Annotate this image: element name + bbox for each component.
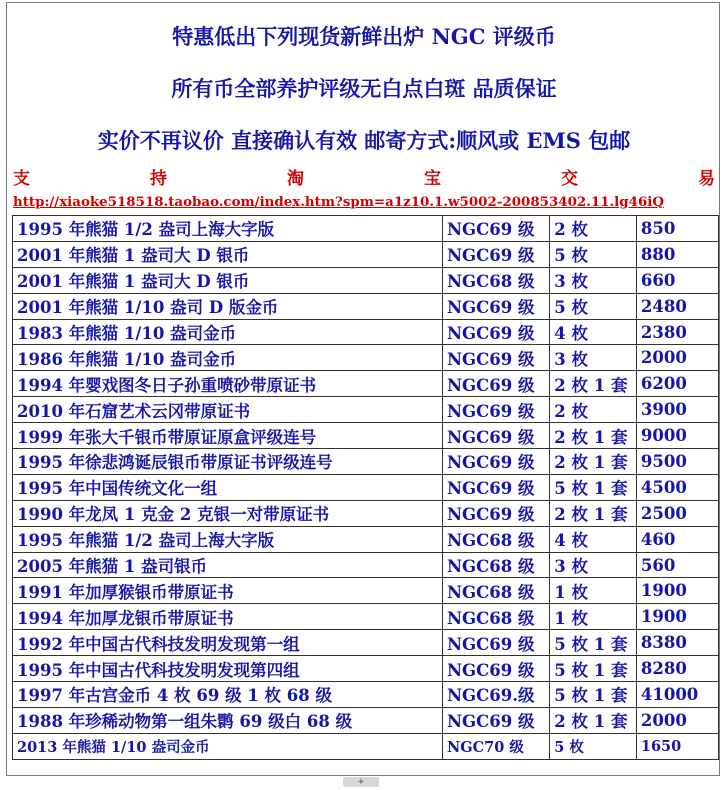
coin-name-cell: 1986 年熊猫 1/10 盎司金币	[13, 345, 443, 371]
price-cell: 9500	[636, 449, 718, 475]
grade-cell: NGC69 级	[442, 630, 549, 656]
coin-name-cell: 2010 年石窟艺术云冈带原证书	[13, 397, 443, 423]
price-cell: 660	[636, 267, 718, 293]
grade-cell: NGC68 级	[442, 526, 549, 552]
grade-cell: NGC69 级	[442, 500, 549, 526]
headline-3: 实价不再议价 直接确认有效 邮寄方式:顺风或 EMS 包邮	[97, 128, 631, 153]
grade-cell: NGC69 级	[442, 449, 549, 475]
table-row	[13, 733, 719, 759]
price-cell: 1900	[636, 604, 718, 630]
table-row	[13, 216, 719, 242]
coin-name-cell: 1994 年加厚龙银币带原证书	[13, 604, 443, 630]
document-page	[6, 2, 720, 776]
table-row	[13, 397, 719, 423]
coin-name-cell: 2005 年熊猫 1 盎司银币	[13, 552, 443, 578]
grade-cell: NGC68 级	[442, 604, 549, 630]
price-cell: 1900	[636, 578, 718, 604]
table-row	[13, 656, 719, 682]
coin-name-cell: 1995 年熊猫 1/2 盎司上海大字版	[13, 216, 443, 242]
grade-cell: NGC69.级	[442, 682, 549, 708]
coin-name-cell: 1995 年徐悲鸿诞辰银币带原证书评级连号	[13, 449, 443, 475]
grade-cell: NGC68 级	[442, 578, 549, 604]
coin-name-cell: 1997 年古宫金币 4 枚 69 级 1 枚 68 级	[13, 682, 443, 708]
price-cell: 41000	[636, 682, 718, 708]
grade-cell: NGC69 级	[442, 656, 549, 682]
quantity-cell: 5 枚 1 套	[550, 656, 637, 682]
quantity-cell: 5 枚	[550, 733, 637, 759]
price-cell: 1650	[636, 733, 718, 759]
quantity-cell: 2 枚 1 套	[550, 423, 637, 449]
price-cell: 2380	[636, 319, 718, 345]
price-cell: 8380	[636, 630, 718, 656]
table-row	[13, 423, 719, 449]
quantity-cell: 3 枚	[550, 552, 637, 578]
page-scroll-tab[interactable]: +	[343, 777, 379, 787]
price-cell: 560	[636, 552, 718, 578]
grade-cell: NGC69 级	[442, 423, 549, 449]
coin-name-cell: 1995 年熊猫 1/2 盎司上海大字版	[13, 526, 443, 552]
coin-name-cell: 2013 年熊猫 1/10 盎司金币	[13, 733, 443, 759]
table-row	[13, 449, 719, 475]
quantity-cell: 4 枚	[550, 526, 637, 552]
quantity-cell: 5 枚	[550, 293, 637, 319]
support-char: 交	[561, 169, 578, 189]
headline-1: 特惠低出下列现货新鲜出炉 NGC 评级币	[172, 24, 556, 49]
price-cell: 2000	[636, 345, 718, 371]
table-row	[13, 682, 719, 708]
shop-link[interactable]: http://xiaoke518518.taobao.com/index.htm?spm=a1z10.1.w5002-200853402.11.lg46iQ	[13, 194, 665, 210]
coin-name-cell: 1983 年熊猫 1/10 盎司金币	[13, 319, 443, 345]
grade-cell: NGC69 级	[442, 319, 549, 345]
grade-cell: NGC69 级	[442, 345, 549, 371]
coin-name-cell: 1990 年龙凤 1 克金 2 克银一对带原证书	[13, 500, 443, 526]
price-cell: 850	[636, 216, 718, 242]
grade-cell: NGC68 级	[442, 552, 549, 578]
support-char: 支	[13, 169, 30, 189]
grade-cell: NGC69 级	[442, 216, 549, 242]
table-row	[13, 526, 719, 552]
quantity-cell: 5 枚 1 套	[550, 682, 637, 708]
table-row	[13, 371, 719, 397]
coin-price-table	[12, 215, 719, 760]
quantity-cell: 3 枚	[550, 345, 637, 371]
price-cell: 4500	[636, 474, 718, 500]
quantity-cell: 1 枚	[550, 578, 637, 604]
price-cell: 880	[636, 241, 718, 267]
quantity-cell: 2 枚	[550, 397, 637, 423]
headline-2: 所有币全部养护评级无白点白斑 品质保证	[171, 76, 557, 101]
price-cell: 8280	[636, 656, 718, 682]
price-cell: 460	[636, 526, 718, 552]
table-row	[13, 293, 719, 319]
quantity-cell: 1 枚	[550, 604, 637, 630]
coin-name-cell: 1994 年婴戏图冬日子孙重喷砂带原证书	[13, 371, 443, 397]
quantity-cell: 5 枚 1 套	[550, 474, 637, 500]
table-row	[13, 552, 719, 578]
coin-name-cell: 2001 年熊猫 1 盎司大 D 银币	[13, 241, 443, 267]
coin-name-cell: 1995 年中国古代科技发明发现第四组	[13, 656, 443, 682]
quantity-cell: 2 枚 1 套	[550, 449, 637, 475]
grade-cell: NGC69 级	[442, 293, 549, 319]
price-cell: 6200	[636, 371, 718, 397]
table-row	[13, 345, 719, 371]
coin-name-cell: 1999 年张大千银币带原证原盒评级连号	[13, 423, 443, 449]
support-char: 持	[150, 169, 167, 189]
quantity-cell: 5 枚 1 套	[550, 630, 637, 656]
coin-name-cell: 2001 年熊猫 1 盎司大 D 银币	[13, 267, 443, 293]
quantity-cell: 4 枚	[550, 319, 637, 345]
price-cell: 2480	[636, 293, 718, 319]
table-row	[13, 578, 719, 604]
price-cell: 9000	[636, 423, 718, 449]
grade-cell: NGC69 级	[442, 474, 549, 500]
grade-cell: NGC69 级	[442, 371, 549, 397]
price-cell: 2500	[636, 500, 718, 526]
support-char: 宝	[424, 169, 441, 189]
support-taobao-line	[13, 164, 715, 189]
grade-cell: NGC69 级	[442, 241, 549, 267]
coin-name-cell: 1988 年珍稀动物第一组朱鹮 69 级白 68 级	[13, 707, 443, 733]
coin-name-cell: 2001 年熊猫 1/10 盎司 D 版金币	[13, 293, 443, 319]
coin-name-cell: 1995 年中国传统文化一组	[13, 474, 443, 500]
quantity-cell: 2 枚	[550, 216, 637, 242]
table-row	[13, 241, 719, 267]
grade-cell: NGC69 级	[442, 397, 549, 423]
table-row	[13, 500, 719, 526]
table-row	[13, 267, 719, 293]
table-row	[13, 474, 719, 500]
price-cell: 3900	[636, 397, 718, 423]
support-char: 淘	[287, 169, 304, 189]
quantity-cell: 5 枚	[550, 241, 637, 267]
grade-cell: NGC70 级	[442, 733, 549, 759]
quantity-cell: 2 枚 1 套	[550, 707, 637, 733]
quantity-cell: 3 枚	[550, 267, 637, 293]
price-cell: 2000	[636, 707, 718, 733]
table-row	[13, 604, 719, 630]
quantity-cell: 2 枚 1 套	[550, 500, 637, 526]
coin-name-cell: 1992 年中国古代科技发明发现第一组	[13, 630, 443, 656]
support-char: 易	[698, 169, 715, 189]
coin-name-cell: 1991 年加厚猴银币带原证书	[13, 578, 443, 604]
table-row	[13, 319, 719, 345]
table-row	[13, 707, 719, 733]
table-row	[13, 630, 719, 656]
grade-cell: NGC68 级	[442, 267, 549, 293]
grade-cell: NGC69 级	[442, 707, 549, 733]
quantity-cell: 2 枚 1 套	[550, 371, 637, 397]
